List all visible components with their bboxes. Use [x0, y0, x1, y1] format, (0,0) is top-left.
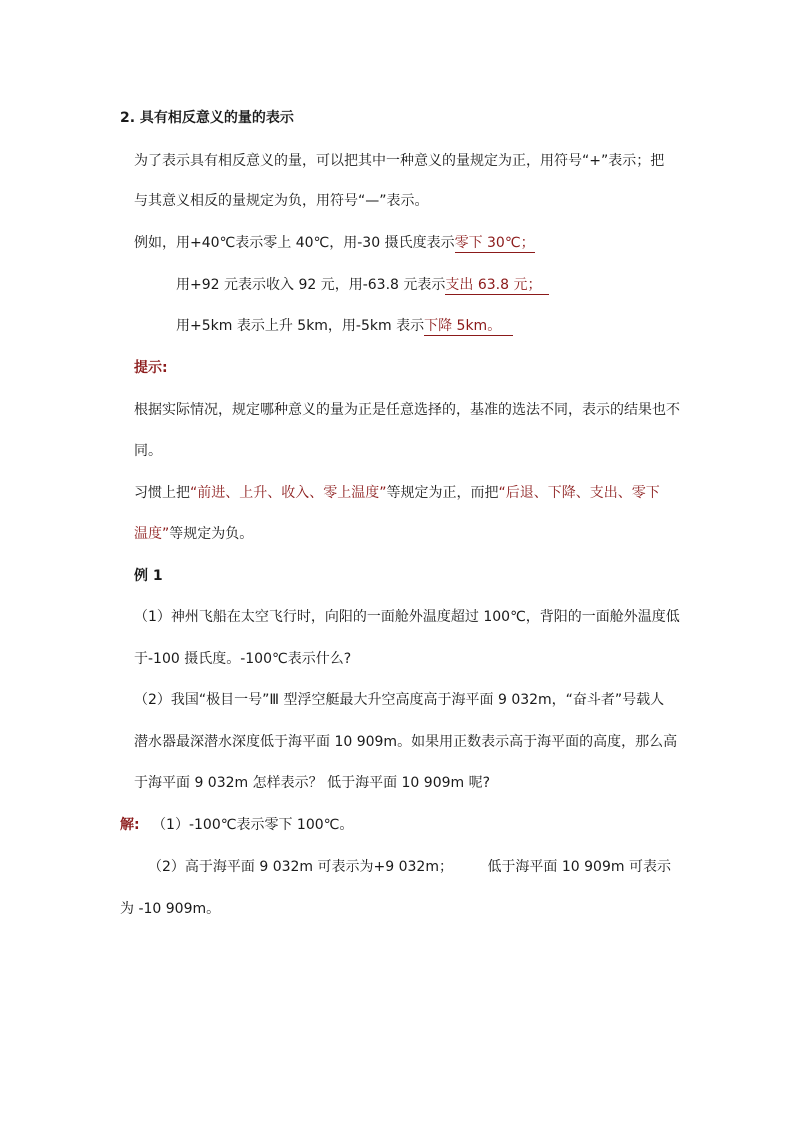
solution-text: （2）高于海平面 9 032m 可表示为+9 032m；	[148, 859, 453, 875]
example-label: 例 1	[134, 568, 163, 584]
hint-text: 等规定为负。	[169, 526, 254, 542]
question-line: 潜水器最深潜水深度低于海平面 10 909m。如果用正数表示高于海平面的高度，那么高	[134, 734, 678, 750]
example-text: 例如，用+40℃表示零上 40℃，用-30 摄氏度表示	[134, 235, 455, 251]
solution-line: 为 -10 909m。	[120, 901, 221, 917]
example-text: 用+92 元表示收入 92 元，用-63.8 元表示	[176, 277, 446, 293]
example-answer: 支出 63.8 元；	[445, 276, 549, 295]
hint-text: 等规定为正，而把	[386, 485, 499, 501]
hint-text: 习惯上把	[134, 485, 190, 501]
hint-line: 根据实际情况，规定哪种意义的量为正是任意选择的，基准的选法不同，表示的结果也不	[134, 402, 680, 418]
hint-label: 提示:	[134, 360, 168, 376]
question-line: 于海平面 9 032m 怎样表示？ 低于海平面 10 909m 呢?	[134, 775, 491, 791]
example-line	[176, 275, 549, 295]
solution-line	[120, 815, 353, 835]
solution-label: 解:	[120, 817, 140, 833]
question-line: 于-100 摄氏度。-100℃表示什么?	[134, 651, 352, 667]
section-title: 2. 具有相反意义的量的表示	[120, 110, 294, 126]
hint-highlight: “前进、上升、收入、零上温度”	[190, 485, 387, 501]
solution-line	[148, 857, 671, 877]
question-line: （1）神州飞船在太空飞行时，向阳的一面舱外温度超过 100℃，背阳的一面舱外温度低	[134, 609, 680, 625]
example-line	[176, 316, 513, 336]
solution-text: 低于海平面 10 909m 可表示	[487, 859, 671, 875]
paragraph-line: 为了表示具有相反意义的量，可以把其中一种意义的量规定为正，用符号“+”表示；把	[134, 153, 665, 169]
hint-line	[134, 483, 660, 503]
paragraph-line: 与其意义相反的量规定为负，用符号“—”表示。	[134, 193, 429, 209]
example-text: 用+5km 表示上升 5km，用-5km 表示	[176, 318, 425, 334]
hint-highlight: “后退、下降、支出、零下	[498, 485, 660, 501]
example-answer: 零下 30℃；	[454, 235, 535, 251]
question-line: （2）我国“极目一号”Ⅲ 型浮空艇最大升空高度高于海平面 9 032m，“奋斗者”号载人	[134, 692, 665, 708]
hint-line	[134, 524, 253, 544]
example-answer: 下降 5km。	[424, 317, 513, 336]
hint-line: 同。	[134, 443, 162, 459]
example-line	[134, 233, 535, 253]
hint-highlight: 温度”	[134, 526, 170, 542]
solution-text: （1）-100℃表示零下 100℃。	[152, 817, 354, 833]
